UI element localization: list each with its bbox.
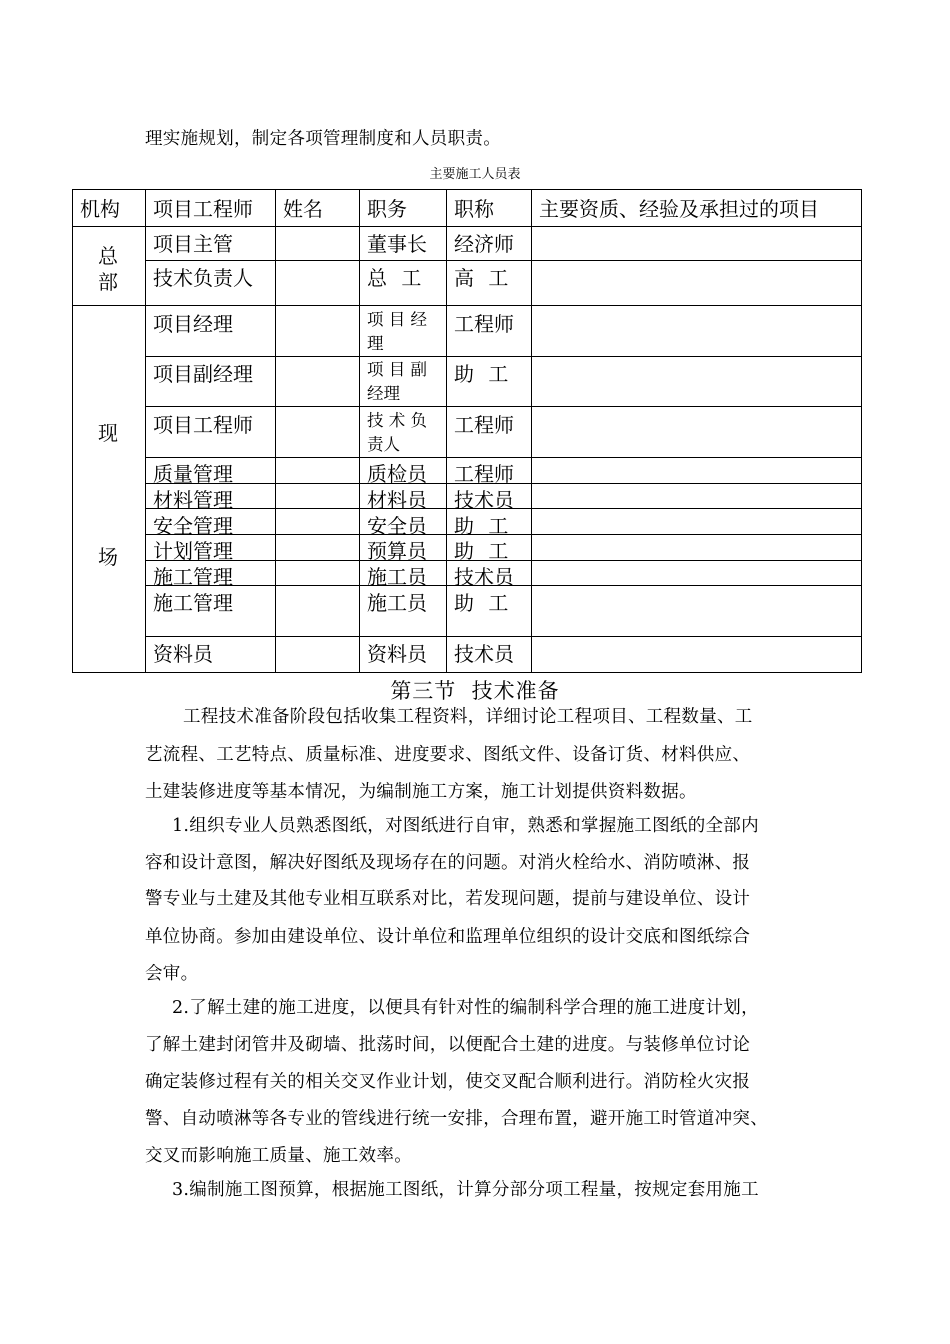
body-line: 1.组织专业人员熟悉图纸，对图纸进行自审，熟悉和掌握施工图纸的全部内 [172, 816, 759, 836]
table-row-line [145, 636, 862, 637]
row-title: 经济师 [454, 232, 514, 256]
row-role: 项目经理 [153, 312, 233, 336]
table-row-line [145, 406, 862, 407]
row-role: 项目副经理 [153, 362, 253, 386]
row-duty: 技 术 负 责人 [367, 411, 427, 454]
row-duty: 安全员 [367, 514, 427, 538]
row-duty: 董事长 [367, 232, 427, 256]
row-title: 助 工 [454, 591, 509, 615]
row-duty: 项 目 副 经理 [367, 360, 427, 403]
body-line: 2.了解土建的施工进度，以便具有针对性的编制科学合理的施工进度计划， [172, 998, 759, 1018]
section-title: 第三节 技术准备 [390, 679, 560, 703]
body-line: 工程技术准备阶段包括收集工程资料，详细讨论工程项目、工程数量、工 [183, 707, 753, 727]
header-cell: 职务 [367, 197, 407, 221]
table-border-bottom [72, 672, 862, 673]
body-line: 容和设计意图，解决好图纸及现场存在的问题。对消火栓给水、消防喷淋、报 [145, 853, 751, 873]
row-title: 工程师 [454, 462, 514, 486]
table-header-line [72, 226, 862, 227]
row-role: 施工管理 [153, 591, 233, 615]
row-role: 材料管理 [153, 488, 233, 512]
row-role: 施工管理 [153, 565, 233, 589]
row-title: 工程师 [454, 312, 514, 336]
table-col-line [359, 189, 360, 673]
table-border-left [72, 189, 73, 673]
table-row-line [145, 260, 862, 261]
body-line: 单位协商。参加由建设单位、设计单位和监理单位组织的设计交底和图纸综合 [145, 927, 751, 947]
table-border-right [861, 189, 862, 673]
row-title: 助 工 [454, 539, 509, 563]
table-group-line [72, 305, 862, 306]
table-col-line [446, 189, 447, 673]
row-duty: 预算员 [367, 539, 427, 563]
row-duty: 资料员 [367, 642, 427, 666]
row-role: 项目工程师 [153, 413, 253, 437]
row-role: 安全管理 [153, 514, 233, 538]
group-label-site: 现 [98, 421, 118, 445]
row-duty: 项 目 经 理 [367, 310, 427, 353]
body-line: 警专业与土建及其他专业相互联系对比，若发现问题，提前与建设单位、设计 [145, 889, 751, 909]
body-line: 会审。 [145, 964, 199, 984]
row-duty: 质检员 [367, 462, 427, 486]
table-row-line [145, 356, 862, 357]
row-title: 助 工 [454, 362, 509, 386]
group-label-hq: 部 [98, 270, 118, 294]
group-label-hq: 总 [98, 244, 118, 268]
top-paragraph-line: 理实施规划，制定各项管理制度和人员职责。 [145, 129, 501, 149]
header-cell: 姓名 [283, 197, 323, 221]
row-role: 技术负责人 [153, 266, 253, 290]
table-col-line [275, 189, 276, 673]
row-role: 计划管理 [153, 539, 233, 563]
row-title: 技术员 [454, 565, 514, 589]
body-line: 警、自动喷淋等各专业的管线进行统一安排，合理布置，避开施工时管道冲突、 [145, 1109, 768, 1129]
row-duty: 总 工 [367, 266, 422, 290]
row-title: 技术员 [454, 642, 514, 666]
body-line: 土建装修进度等基本情况，为编制施工方案，施工计划提供资料数据。 [145, 782, 697, 802]
row-duty: 施工员 [367, 565, 427, 589]
table-col-line [145, 189, 146, 673]
table-col-line [531, 189, 532, 673]
header-cell: 职称 [454, 197, 494, 221]
header-cell: 机构 [80, 197, 120, 221]
row-title: 工程师 [454, 413, 514, 437]
body-line: 了解土建封闭管井及砌墙、批荡时间，以便配合土建的进度。与装修单位讨论 [145, 1035, 751, 1055]
row-role: 质量管理 [153, 462, 233, 486]
table-border-top [72, 189, 862, 190]
body-line: 交叉而影响施工质量、施工效率。 [145, 1146, 412, 1166]
row-title: 助 工 [454, 514, 509, 538]
group-label-site: 场 [98, 545, 118, 569]
row-role: 资料员 [153, 642, 213, 666]
row-title: 技术员 [454, 488, 514, 512]
body-line: 3.编制施工图预算，根据施工图纸，计算分部分项工程量，按规定套用施工 [172, 1180, 759, 1200]
table-caption: 主要施工人员表 [429, 167, 521, 182]
row-title: 高 工 [454, 266, 509, 290]
body-line: 艺流程、工艺特点、质量标准、进度要求、图纸文件、设备订货、材料供应、 [145, 745, 751, 765]
header-cell: 项目工程师 [153, 197, 253, 221]
row-duty: 材料员 [367, 488, 427, 512]
header-cell: 主要资质、经验及承担过的项目 [539, 197, 819, 221]
body-line: 确定装修过程有关的相关交叉作业计划，使交叉配合顺利进行。消防栓火灾报 [145, 1072, 751, 1092]
row-duty: 施工员 [367, 591, 427, 615]
row-role: 项目主管 [153, 232, 233, 256]
